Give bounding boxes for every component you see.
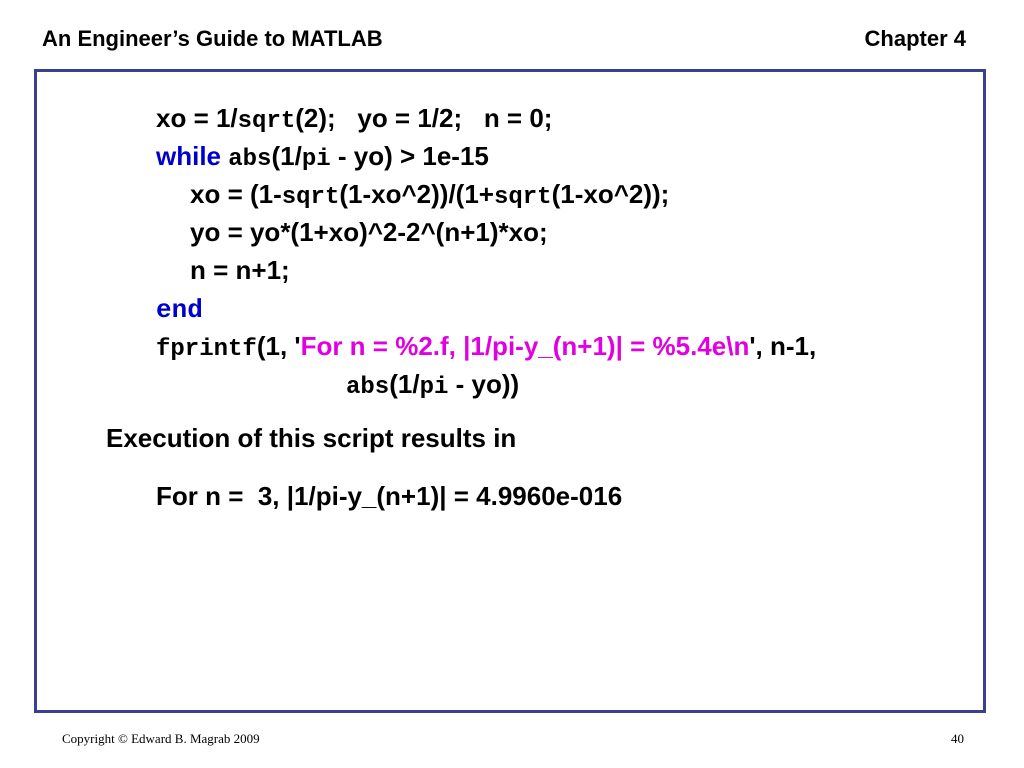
fprintf-function: fprintf <box>156 336 257 363</box>
pi-constant: pi <box>419 374 449 401</box>
code-line-8 <box>346 365 519 407</box>
abs-function: abs <box>346 374 390 401</box>
code-line-6 <box>156 289 203 329</box>
code-text: ', n-1, <box>749 331 817 361</box>
code-text: (1-xo^2)); <box>551 179 670 209</box>
code-line-3 <box>190 175 669 217</box>
abs-function: abs <box>228 146 272 173</box>
code-line-2 <box>156 137 489 179</box>
code-text: (1-xo^2))/(1+ <box>339 179 494 209</box>
code-text: - yo) > 1e-15 <box>330 141 489 171</box>
pi-constant: pi <box>301 146 331 173</box>
code-line-1 <box>156 99 552 141</box>
code-text: (1, ' <box>256 331 301 361</box>
code-text: xo = 1/ <box>156 103 238 133</box>
slide-title: An Engineer’s Guide to MATLAB <box>42 26 383 51</box>
page-number: 40 <box>951 731 964 746</box>
code-text: (1/ <box>271 141 302 171</box>
format-string: For n = %2.f, |1/pi-y_(n+1)| = %5.4e\n <box>300 331 750 361</box>
sqrt-function: sqrt <box>237 108 296 135</box>
code-text: xo = (1- <box>190 179 282 209</box>
execution-result: For n = 3, |1/pi-y_(n+1)| = 4.9960e-016 <box>156 481 623 511</box>
code-line-4 <box>190 213 548 251</box>
execution-heading: Execution of this script results in <box>106 423 517 453</box>
while-keyword: while <box>156 141 222 171</box>
end-keyword: end <box>156 295 203 325</box>
copyright-notice: Copyright © Edward B. Magrab 2009 <box>62 731 260 746</box>
code-text: yo = yo*(1+xo)^2-2^(n+1)*xo; <box>190 217 548 247</box>
sqrt-function: sqrt <box>281 184 340 211</box>
code-line-7 <box>156 327 816 369</box>
code-text: - yo)) <box>448 369 520 399</box>
code-text: (2); yo = 1/2; n = 0; <box>295 103 553 133</box>
chapter-label: Chapter 4 <box>864 26 966 51</box>
sqrt-function: sqrt <box>493 184 552 211</box>
code-text: (1/ <box>389 369 420 399</box>
code-line-5 <box>190 251 290 289</box>
code-text: n = n+1; <box>190 255 290 285</box>
